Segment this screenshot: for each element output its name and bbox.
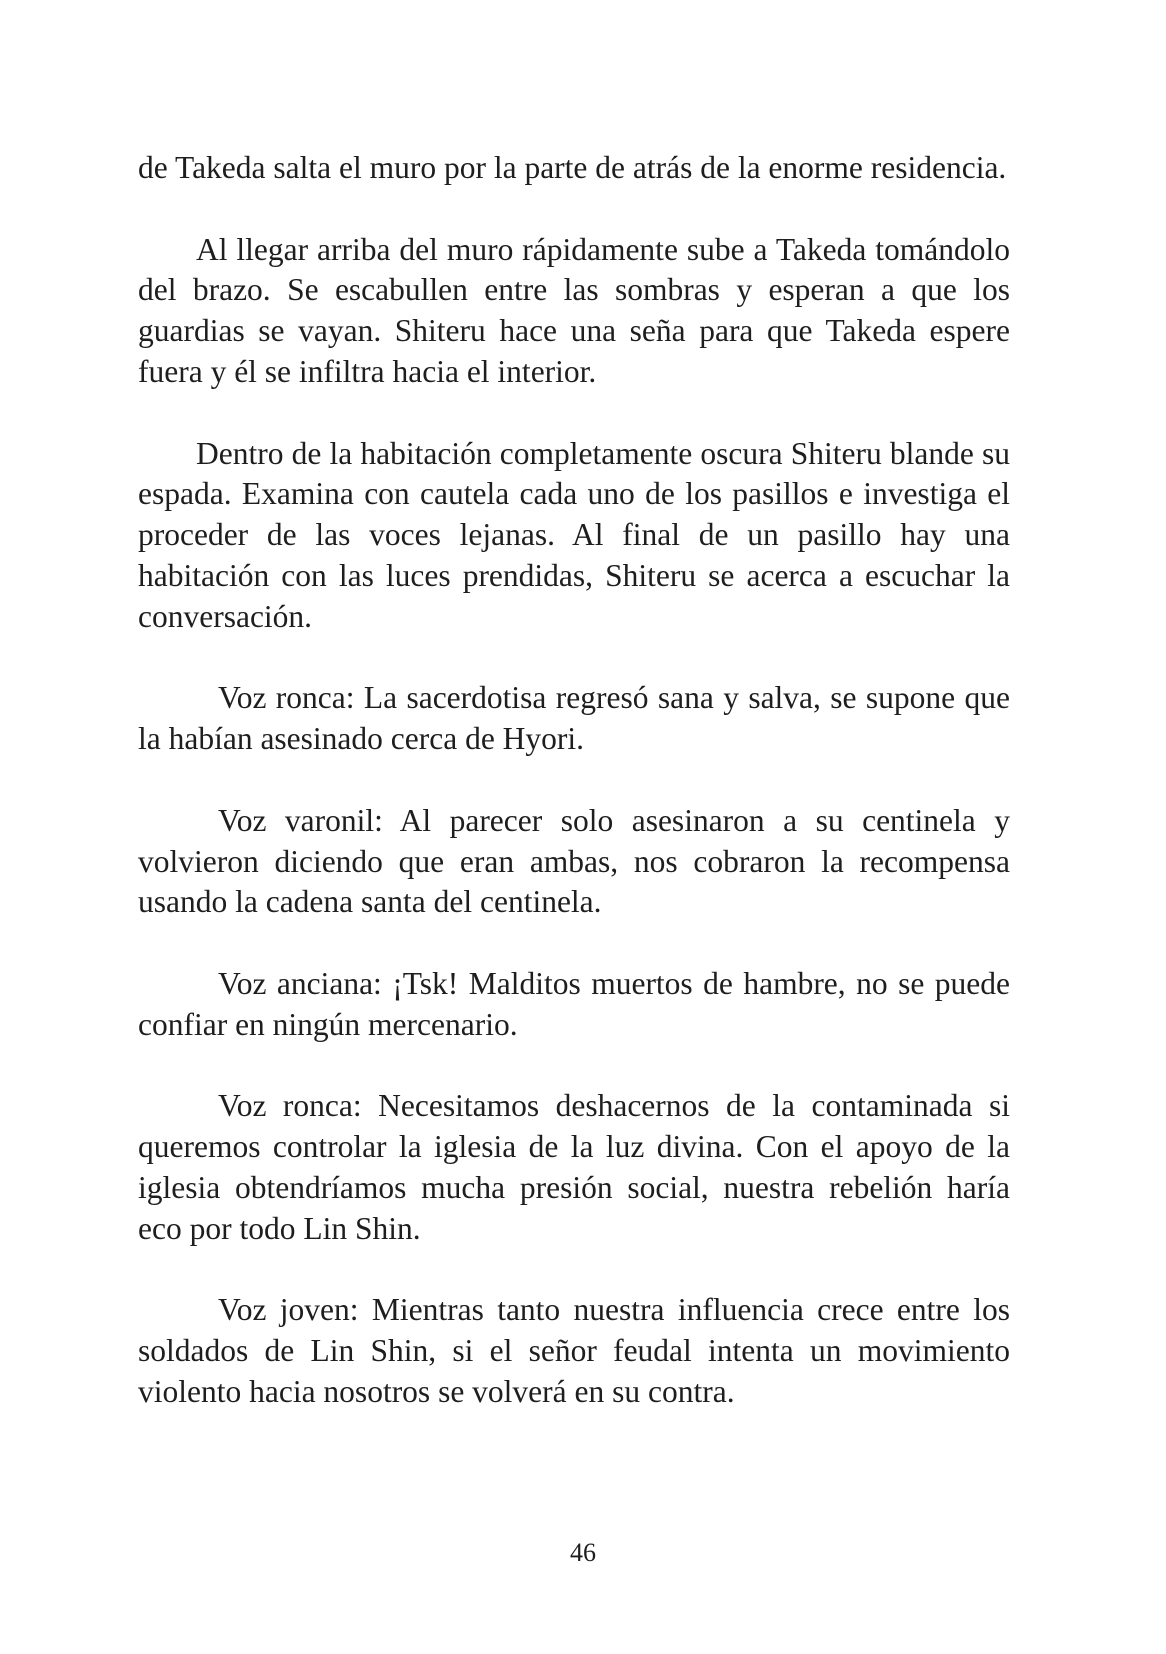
- dialogue-paragraph: Voz anciana: ¡Tsk! Malditos muertos de hambre, no se puede confiar en ningún mercenario.: [138, 965, 1010, 1042]
- paragraph: Al llegar arriba del muro rápidamente sube a Takeda tomándolo del brazo. Se escabullen entre las sombras y esperan a que los guardias se vayan. Shiteru hace una seña para que Takeda espere fuera y él se infiltra hacia el interior.: [138, 231, 1010, 389]
- dialogue-paragraph: Voz joven: Mientras tanto nuestra influencia crece entre los soldados de Lin Shin, si el señor feudal intenta un movimiento violento hacia nosotros se volverá en su contra.: [138, 1292, 1010, 1409]
- paragraph-continuation: de Takeda salta el muro por la parte de atrás de la enorme residencia.: [138, 150, 1007, 185]
- body-text: [138, 148, 1010, 1413]
- page-number: 46: [570, 1538, 596, 1567]
- paragraph: Dentro de la habitación completamente oscura Shiteru blande su espada. Examina con cautela cada uno de los pasillos e investiga el proceder de las voces lejanas. Al final de un pasillo hay una habitación con las luces prendidas, Shiteru se acerca a escuchar la conversación.: [138, 435, 1010, 634]
- dialogue-paragraph: Voz varonil: Al parecer solo asesinaron a su centinela y volvieron diciendo que eran ambas, nos cobraron la recompensa usando la cadena santa del centinela.: [138, 802, 1010, 920]
- dialogue-paragraph: Voz ronca: Necesitamos deshacernos de la contaminada si queremos controlar la iglesia de la luz divina. Con el apoyo de la iglesia obtendríamos mucha presión social, nuestra rebelión haría eco por todo Lin Shin.: [138, 1088, 1010, 1246]
- dialogue-paragraph: Voz ronca: La sacerdotisa regresó sana y salva, se supone que la habían asesinado cerca de Hyori.: [138, 680, 1010, 757]
